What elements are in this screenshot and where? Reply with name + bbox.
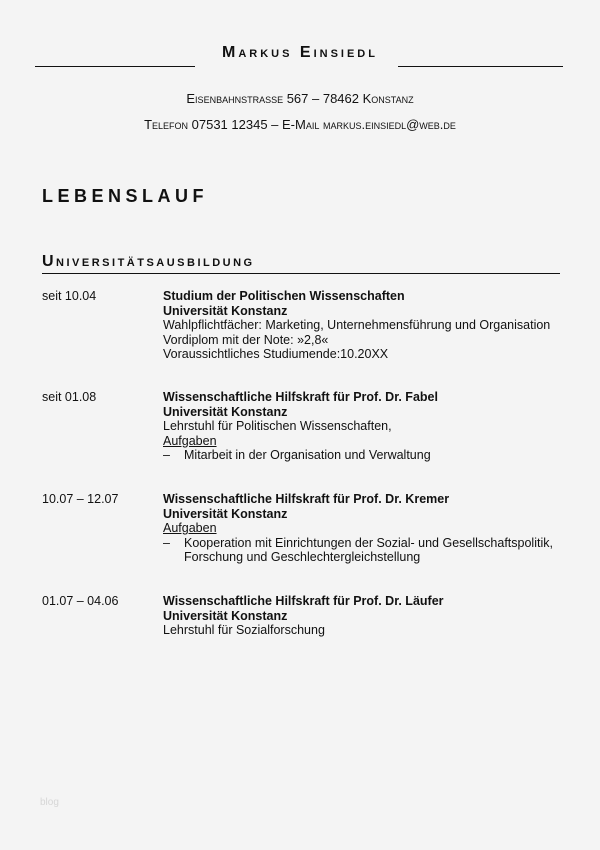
- applicant-name: Markus Einsiedl: [222, 44, 378, 61]
- header-rule-left: [35, 66, 195, 67]
- tasks-label: Aufgaben: [163, 433, 217, 448]
- task-text: Mitarbeit in der Organisation und Verwaltung: [184, 448, 431, 463]
- entry-title: Wissenschaftliche Hilfskraft für Prof. Dr. Fabel: [163, 390, 438, 404]
- header-rule-right: [398, 66, 563, 67]
- entry-title: Wissenschaftliche Hilfskraft für Prof. Dr. Kremer: [163, 492, 450, 506]
- entry-line: Wahlpflichtfächer: Marketing, Unternehmensführung und Organisation: [163, 318, 551, 333]
- task-item: [163, 536, 562, 565]
- section-rule: [42, 273, 560, 274]
- entry-org: Universität Konstanz: [163, 506, 288, 521]
- cv-entry: [42, 594, 562, 638]
- entry-org: Universität Konstanz: [163, 404, 288, 419]
- entry-org: Universität Konstanz: [163, 303, 288, 318]
- dash-bullet: –: [163, 448, 170, 463]
- entry-line: Vordiplom mit der Note: »2,8«: [163, 332, 329, 347]
- cv-entry: [42, 492, 562, 565]
- entry-date: 01.07 – 04.06: [42, 594, 119, 608]
- dash-bullet: –: [163, 535, 170, 550]
- entry-line: Lehrstuhl für Sozialforschung: [163, 623, 325, 638]
- cv-entry: [42, 289, 562, 362]
- entry-org: Universität Konstanz: [163, 608, 288, 623]
- entry-line: Voraussichtliches Studiumende:10.20XX: [163, 347, 389, 362]
- entry-date: 10.07 – 12.07: [42, 492, 119, 506]
- tasks-label: Aufgaben: [163, 521, 217, 536]
- task-text: Kooperation mit Einrichtungen der Sozial- und Gesellschaftspolitik, Forschung und Geschlechtergleichstellung: [184, 535, 553, 565]
- watermark: blog: [40, 797, 59, 808]
- cv-entry: [42, 390, 562, 463]
- entry-line: Lehrstuhl für Politischen Wissenschaften,: [163, 419, 392, 434]
- entry-date: seit 01.08: [42, 390, 97, 404]
- contact-info: Telefon 07531 12345 – E-Mail markus.einsiedl@web.de: [144, 117, 456, 132]
- task-item: [163, 448, 562, 463]
- document-title: LEBENSLAUF: [42, 186, 208, 206]
- entry-date: seit 10.04: [42, 289, 97, 303]
- entry-title: Wissenschaftliche Hilfskraft für Prof. Dr. Läufer: [163, 594, 444, 608]
- section-heading: Universitätsausbildung: [42, 253, 255, 270]
- entry-title: Studium der Politischen Wissenschaften: [163, 289, 405, 303]
- address: Eisenbahnstrasse 567 – 78462 Konstanz: [186, 91, 414, 106]
